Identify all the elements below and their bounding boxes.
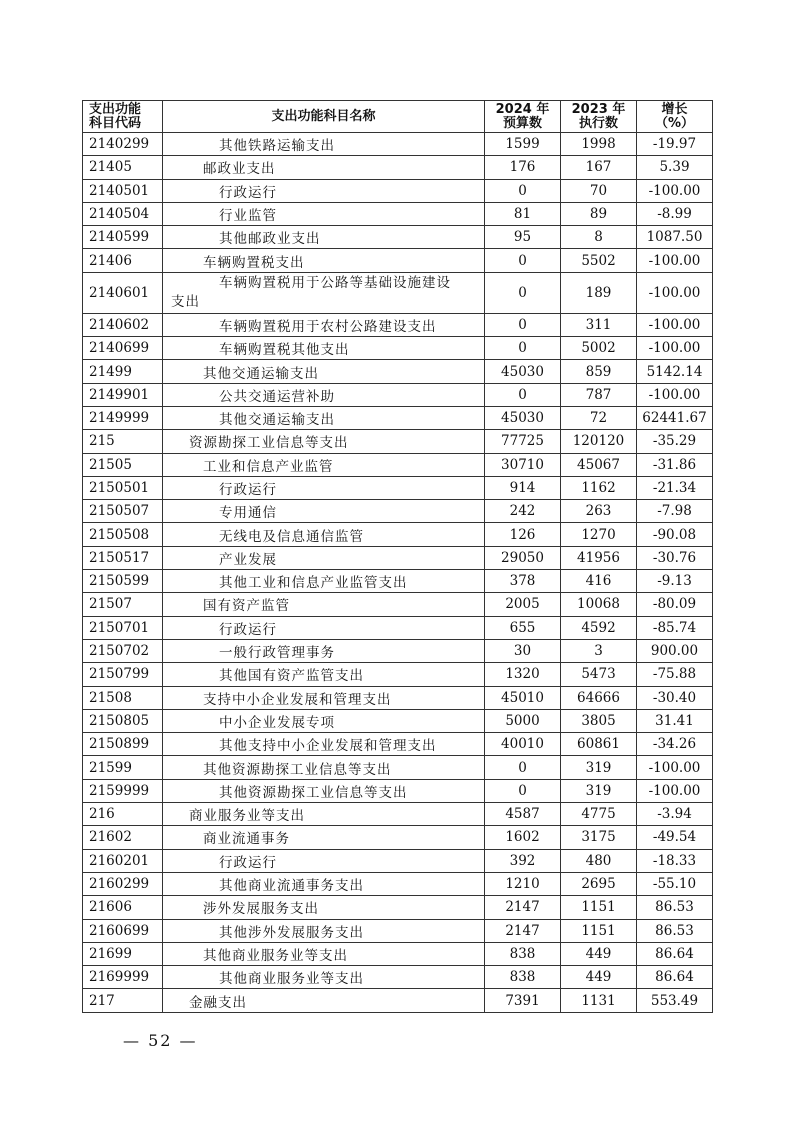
actual-cell: 2695: [561, 872, 637, 895]
header-actual: 2023 年 执行数: [561, 101, 637, 133]
code-cell: 2150701: [83, 616, 163, 639]
name-cell: 专用通信: [163, 500, 485, 523]
table-row: [83, 709, 713, 732]
actual-cell: 1998: [561, 133, 637, 156]
growth-cell: -100.00: [637, 779, 713, 802]
budget-cell: 0: [485, 313, 561, 336]
actual-cell: 3805: [561, 709, 637, 732]
code-cell: 2140299: [83, 133, 163, 156]
growth-cell: -80.09: [637, 593, 713, 616]
growth-cell: -49.54: [637, 826, 713, 849]
code-cell: 2149999: [83, 406, 163, 429]
name-cell: 中小企业发展专项: [163, 709, 485, 732]
budget-cell: 838: [485, 966, 561, 989]
growth-cell: 553.49: [637, 989, 713, 1012]
growth-cell: 86.64: [637, 942, 713, 965]
actual-cell: 1131: [561, 989, 637, 1012]
growth-cell: -19.97: [637, 133, 713, 156]
name-cell: 支持中小企业发展和管理支出: [163, 686, 485, 709]
table-row: [83, 593, 713, 616]
budget-cell: 0: [485, 383, 561, 406]
code-cell: 2160699: [83, 919, 163, 942]
table-row: [83, 733, 713, 756]
actual-cell: 480: [561, 849, 637, 872]
table-row: [83, 202, 713, 225]
name-cell: 行政运行: [163, 616, 485, 639]
growth-cell: -90.08: [637, 523, 713, 546]
code-cell: 217: [83, 989, 163, 1012]
name-cell: 其他邮政业支出: [163, 226, 485, 249]
budget-cell: 126: [485, 523, 561, 546]
name-cell: 公共交通运营补助: [163, 383, 485, 406]
code-cell: 21602: [83, 826, 163, 849]
budget-cell: 45010: [485, 686, 561, 709]
code-cell: 21606: [83, 896, 163, 919]
name-cell: 其他支持中小企业发展和管理支出: [163, 733, 485, 756]
name-cell: 行业监管: [163, 202, 485, 225]
budget-cell: 0: [485, 756, 561, 779]
growth-cell: 86.53: [637, 919, 713, 942]
name-cell: 行政运行: [163, 849, 485, 872]
code-cell: 215: [83, 430, 163, 453]
budget-cell: 30710: [485, 453, 561, 476]
actual-cell: 4775: [561, 803, 637, 826]
name-cell: 其他资源勘探工业信息等支出: [163, 779, 485, 802]
name-cell: 车辆购置税支出: [163, 249, 485, 272]
budget-cell: 5000: [485, 709, 561, 732]
name-cell: 其他铁路运输支出: [163, 133, 485, 156]
budget-cell: 914: [485, 476, 561, 499]
actual-cell: 8: [561, 226, 637, 249]
growth-cell: -8.99: [637, 202, 713, 225]
table-row: [83, 896, 713, 919]
code-cell: 2140501: [83, 179, 163, 202]
name-cell: 无线电及信息通信监管: [163, 523, 485, 546]
code-cell: 2150508: [83, 523, 163, 546]
code-cell: 21406: [83, 249, 163, 272]
growth-cell: 5142.14: [637, 360, 713, 383]
header-growth: 增长 （%）: [637, 101, 713, 133]
growth-cell: 900.00: [637, 639, 713, 662]
code-cell: 2140699: [83, 337, 163, 360]
actual-cell: 72: [561, 406, 637, 429]
table-row: [83, 523, 713, 546]
actual-cell: 859: [561, 360, 637, 383]
code-cell: 2150517: [83, 546, 163, 569]
budget-cell: 0: [485, 337, 561, 360]
name-line-1: 车辆购置税用于公路等基础设施建设: [219, 274, 451, 291]
actual-cell: 5473: [561, 663, 637, 686]
code-cell: 2150599: [83, 570, 163, 593]
actual-cell: 5002: [561, 337, 637, 360]
actual-cell: 449: [561, 966, 637, 989]
budget-cell: 1599: [485, 133, 561, 156]
name-cell: 邮政业支出: [163, 156, 485, 179]
name-cell: 其他交通运输支出: [163, 406, 485, 429]
actual-cell: 45067: [561, 453, 637, 476]
growth-cell: -100.00: [637, 756, 713, 779]
name-cell: 车辆购置税用于农村公路建设支出: [163, 313, 485, 336]
actual-cell: 263: [561, 500, 637, 523]
budget-cell: 45030: [485, 360, 561, 383]
budget-cell: 838: [485, 942, 561, 965]
table-row: [83, 849, 713, 872]
name-cell: 其他国有资产监管支出: [163, 663, 485, 686]
name-line-2: 支出: [171, 293, 200, 310]
name-cell: 金融支出: [163, 989, 485, 1012]
code-cell: 2140602: [83, 313, 163, 336]
actual-cell: 189: [561, 272, 637, 313]
actual-cell: 1162: [561, 476, 637, 499]
budget-cell: 176: [485, 156, 561, 179]
table-row: [83, 500, 713, 523]
growth-cell: -100.00: [637, 337, 713, 360]
code-cell: 2150702: [83, 639, 163, 662]
growth-cell: -31.86: [637, 453, 713, 476]
actual-cell: 60861: [561, 733, 637, 756]
name-cell: 车辆购置税其他支出: [163, 337, 485, 360]
growth-cell: -75.88: [637, 663, 713, 686]
code-cell: 2149901: [83, 383, 163, 406]
table-row: [83, 546, 713, 569]
code-cell: 2159999: [83, 779, 163, 802]
name-cell: [163, 272, 485, 313]
table-row: [83, 570, 713, 593]
budget-cell: 378: [485, 570, 561, 593]
code-cell: 21405: [83, 156, 163, 179]
actual-cell: 319: [561, 779, 637, 802]
budget-cell: 0: [485, 249, 561, 272]
code-cell: 21699: [83, 942, 163, 965]
table-row: [83, 872, 713, 895]
growth-cell: 5.39: [637, 156, 713, 179]
actual-cell: 449: [561, 942, 637, 965]
header-name: 支出功能科目名称: [163, 101, 485, 133]
code-cell: 21499: [83, 360, 163, 383]
actual-cell: 3175: [561, 826, 637, 849]
actual-cell: 41956: [561, 546, 637, 569]
table-row: [83, 476, 713, 499]
table-row: [83, 406, 713, 429]
name-cell: 资源勘探工业信息等支出: [163, 430, 485, 453]
name-cell: 国有资产监管: [163, 593, 485, 616]
growth-cell: 31.41: [637, 709, 713, 732]
table-row: [83, 313, 713, 336]
code-cell: 2140601: [83, 272, 163, 313]
growth-cell: 86.64: [637, 966, 713, 989]
actual-cell: 10068: [561, 593, 637, 616]
code-cell: 21505: [83, 453, 163, 476]
table-row: [83, 360, 713, 383]
table-row: [83, 663, 713, 686]
growth-cell: 86.53: [637, 896, 713, 919]
header-code: 支出功能 科目代码: [83, 101, 163, 133]
table-row: [83, 756, 713, 779]
name-cell: 其他商业服务业等支出: [163, 942, 485, 965]
code-cell: 216: [83, 803, 163, 826]
growth-cell: -100.00: [637, 272, 713, 313]
table-row: [83, 430, 713, 453]
name-cell: 其他商业服务业等支出: [163, 966, 485, 989]
budget-cell: 1320: [485, 663, 561, 686]
growth-cell: -34.26: [637, 733, 713, 756]
growth-cell: -100.00: [637, 383, 713, 406]
table-row: [83, 989, 713, 1012]
actual-cell: 311: [561, 313, 637, 336]
table-row: [83, 942, 713, 965]
actual-cell: 1151: [561, 896, 637, 919]
growth-cell: -100.00: [637, 313, 713, 336]
budget-cell: 81: [485, 202, 561, 225]
table-row: [83, 826, 713, 849]
code-cell: 21507: [83, 593, 163, 616]
budget-cell: 2147: [485, 919, 561, 942]
name-cell: 一般行政管理事务: [163, 639, 485, 662]
name-cell: 行政运行: [163, 476, 485, 499]
name-cell: 其他商业流通事务支出: [163, 872, 485, 895]
table-row: [83, 686, 713, 709]
table-row: [83, 133, 713, 156]
growth-cell: -100.00: [637, 179, 713, 202]
actual-cell: 1151: [561, 919, 637, 942]
growth-cell: 1087.50: [637, 226, 713, 249]
table-row: [83, 272, 713, 313]
table-row: [83, 803, 713, 826]
budget-table: [82, 100, 713, 1013]
code-cell: 2140599: [83, 226, 163, 249]
actual-cell: 787: [561, 383, 637, 406]
budget-cell: 7391: [485, 989, 561, 1012]
budget-cell: 655: [485, 616, 561, 639]
actual-cell: 167: [561, 156, 637, 179]
budget-cell: 95: [485, 226, 561, 249]
growth-cell: 62441.67: [637, 406, 713, 429]
budget-cell: 0: [485, 272, 561, 313]
actual-cell: 5502: [561, 249, 637, 272]
name-cell: 其他涉外发展服务支出: [163, 919, 485, 942]
code-cell: 2160299: [83, 872, 163, 895]
budget-cell: 2005: [485, 593, 561, 616]
table-row: [83, 966, 713, 989]
table-row: [83, 383, 713, 406]
budget-cell: 0: [485, 779, 561, 802]
name-cell: 其他交通运输支出: [163, 360, 485, 383]
table-row: [83, 616, 713, 639]
page-number: — 52 —: [123, 1031, 198, 1050]
budget-cell: 40010: [485, 733, 561, 756]
actual-cell: 70: [561, 179, 637, 202]
budget-cell: 2147: [485, 896, 561, 919]
table-row: [83, 779, 713, 802]
code-cell: 2140504: [83, 202, 163, 225]
budget-cell: 77725: [485, 430, 561, 453]
table-row: [83, 179, 713, 202]
table-row: [83, 226, 713, 249]
growth-cell: -85.74: [637, 616, 713, 639]
code-cell: 21599: [83, 756, 163, 779]
table-row: [83, 453, 713, 476]
budget-cell: 392: [485, 849, 561, 872]
table-row: [83, 337, 713, 360]
budget-cell: 4587: [485, 803, 561, 826]
budget-cell: 242: [485, 500, 561, 523]
code-cell: 2150899: [83, 733, 163, 756]
name-cell: 产业发展: [163, 546, 485, 569]
name-cell: 其他资源勘探工业信息等支出: [163, 756, 485, 779]
budget-cell: 30: [485, 639, 561, 662]
growth-cell: -9.13: [637, 570, 713, 593]
growth-cell: -35.29: [637, 430, 713, 453]
code-cell: 2150501: [83, 476, 163, 499]
table-header-row: [83, 101, 713, 133]
growth-cell: -30.40: [637, 686, 713, 709]
code-cell: 2150805: [83, 709, 163, 732]
actual-cell: 416: [561, 570, 637, 593]
header-budget: 2024 年 预算数: [485, 101, 561, 133]
actual-cell: 1270: [561, 523, 637, 546]
name-cell: 行政运行: [163, 179, 485, 202]
growth-cell: -30.76: [637, 546, 713, 569]
code-cell: 2150507: [83, 500, 163, 523]
actual-cell: 3: [561, 639, 637, 662]
name-cell: 工业和信息产业监管: [163, 453, 485, 476]
code-cell: 21508: [83, 686, 163, 709]
code-cell: 2169999: [83, 966, 163, 989]
name-cell: 其他工业和信息产业监管支出: [163, 570, 485, 593]
name-cell: 商业服务业等支出: [163, 803, 485, 826]
table-row: [83, 639, 713, 662]
actual-cell: 89: [561, 202, 637, 225]
growth-cell: -55.10: [637, 872, 713, 895]
budget-cell: 45030: [485, 406, 561, 429]
table-row: [83, 156, 713, 179]
budget-cell: 1210: [485, 872, 561, 895]
growth-cell: -3.94: [637, 803, 713, 826]
budget-cell: 1602: [485, 826, 561, 849]
growth-cell: -21.34: [637, 476, 713, 499]
actual-cell: 64666: [561, 686, 637, 709]
budget-cell: 0: [485, 179, 561, 202]
growth-cell: -18.33: [637, 849, 713, 872]
table-row: [83, 249, 713, 272]
budget-cell: 29050: [485, 546, 561, 569]
actual-cell: 120120: [561, 430, 637, 453]
code-cell: 2160201: [83, 849, 163, 872]
actual-cell: 4592: [561, 616, 637, 639]
code-cell: 2150799: [83, 663, 163, 686]
actual-cell: 319: [561, 756, 637, 779]
name-cell: 涉外发展服务支出: [163, 896, 485, 919]
name-cell: 商业流通事务: [163, 826, 485, 849]
growth-cell: -100.00: [637, 249, 713, 272]
table-row: [83, 919, 713, 942]
growth-cell: -7.98: [637, 500, 713, 523]
